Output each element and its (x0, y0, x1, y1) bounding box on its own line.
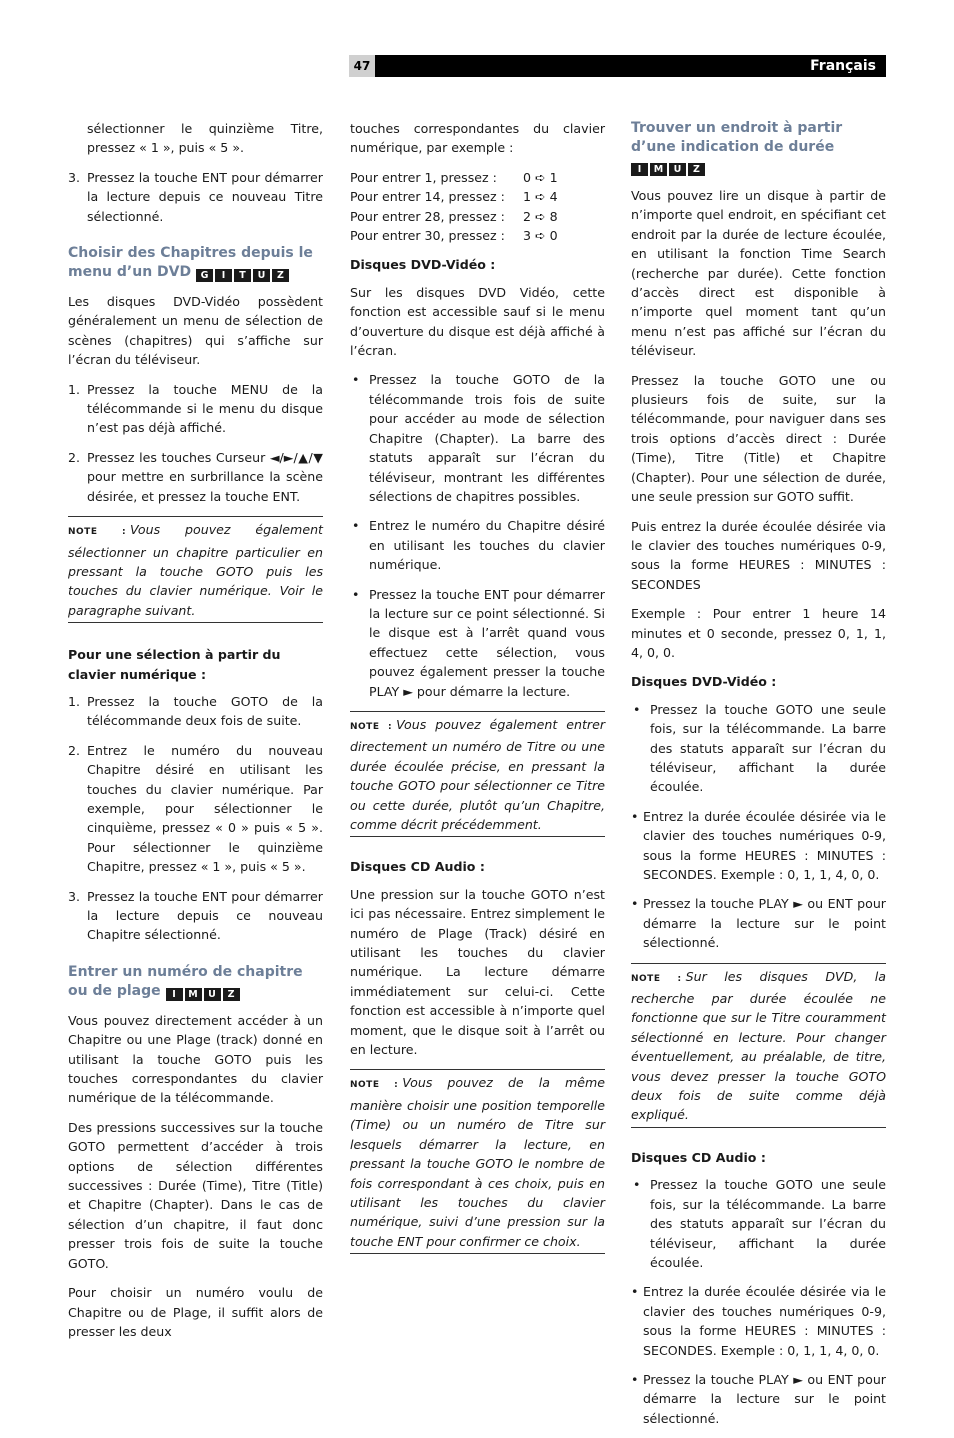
table-row: Pour entrer 14, pressez : 1 ➪ 4 (350, 189, 558, 205)
list-item: • Entrez le numéro du Chapitre désiré en utilisant les touches du clavier numérique. (352, 518, 605, 573)
paragraph: Pressez la touche GOTO une ou plusieurs fois de suite, sur la télécommande, pour naviguer dans ses trois options d’accès direct : Durée (Time), Titre (Title) et Chapitre (Chapter). Pour une sélection de durée, une seule pression sur GOTO suffit. (631, 372, 886, 505)
subheading-cd: Disques CD Audio : (350, 859, 485, 875)
list-item: 3. Pressez la touche ENT pour démarrer la lecture depuis ce nouveau Chapitre sélectionné. (68, 888, 323, 943)
list-item: 1. Pressez la touche MENU de la télécommande si le menu du disque n’est pas déjà affiché. (68, 381, 323, 436)
table-row: Pour entrer 28, pressez : 2 ➪ 8 (350, 208, 558, 224)
key-table (350, 168, 605, 246)
header-bar (349, 55, 886, 77)
note-box: NOTE : Vous pouvez de la même manière choisir une position temporelle (Time) ou un numéro de Titre sur lesquels démarrer la lecture, en pressant la touche GOTO le nombre de fois correspondant à ces choix, puis en utilisant les touches du clavier numérique, suivi d’une pression sur la touche ENT pour confirmer ce choix. (350, 1069, 605, 1254)
note-box: NOTE : Vous pouvez également entrer directement un numéro de Titre ou une durée écoulée précise, en pressant la touche GOTO pour sélectionner ce Titre ou cette durée, plutôt qu’un Chapitre, comme décrit précédemment. (350, 711, 605, 837)
note-box: NOTE : Vous pouvez également sélectionner un chapitre particulier en pressant la touche GOTO puis les touches du clavier numérique. Voir le paragraphe suivant. (68, 516, 323, 623)
paragraph: Les disques DVD-Vidéo possèdent généralement un menu de sélection de scènes (chapitres) qui s’affiche sur l’écran du téléviseur. (68, 294, 323, 368)
list-item: • Entrez la durée écoulée désirée via le clavier des touches numériques 0-9, sous la forme HEURES : MINUTES : SECONDES. Exemple : 0, 1, 1, 4, 0, 0. (631, 808, 886, 882)
list-item: • Pressez la touche ENT pour démarrer la lecture sur ce point sélectionné. Si le disque est à l’arrêt quand vous effectuez cette sélection, vous pouvez également presser la touche PLAY ► pour démarre la lecture. (352, 586, 605, 699)
column-1 (68, 119, 323, 1351)
paragraph: Vous pouvez directement accéder à un Chapitre ou une Plage (track) donné en utilisant la touche GOTO puis les touches correspondantes du clavier numérique de la télécommande. (68, 1012, 323, 1106)
disc-badges: I M U Z (631, 159, 707, 178)
table-row: Pour entrer 1, pressez : 0 ➪ 1 (350, 169, 558, 185)
list-item: • Pressez la touche GOTO une seule fois, sur la télécommande. La barre des statuts apparaît sur l’écran du téléviseur, affichant la durée écoulée. (633, 1177, 886, 1270)
paragraph: Sur les disques DVD Vidéo, cette fonction est accessible sauf si le menu d’ouverture du disque est déjà affiché à l’écran. (350, 284, 605, 359)
subheading-cd: Disques CD Audio : (631, 1149, 766, 1165)
list-item: • Pressez la touche PLAY ► ou ENT pour démarre la lecture sur le point sélectionné. (631, 1371, 886, 1426)
column-2 (350, 119, 605, 1268)
paragraph: touches correspondantes du clavier numérique, par exemple : (350, 121, 605, 156)
list-item: 1. Pressez la touche GOTO de la télécommande deux fois de suite. (68, 693, 323, 729)
paragraph: sélectionner le quinzième Titre, pressez « 1 », puis « 5 ». (87, 121, 323, 156)
section-heading-chapitres: Choisir des Chapitres depuis le menu d’un DVD G I T U Z (68, 244, 323, 284)
list-item: • Pressez la touche GOTO une seule fois, sur la télécommande. La barre des statuts apparaît sur l’écran du téléviseur, affichant la durée écoulée. (633, 701, 886, 795)
disc-badges: G I T U Z (196, 265, 291, 284)
paragraph: Des pressions successives sur la touche GOTO permettent d’accéder à trois options de sélection différentes successives : Durée (Time), Titre (Title) et Chapitre (Chapter). Dans le cas de sélection d’un chapitre, il faut donc presser trois fois de suite la touche GOTO. (68, 1119, 323, 1271)
language-label: Français (810, 58, 876, 74)
list-item: • Pressez la touche GOTO de la télécommande trois fois de suite pour accéder au mode de sélection Chapitre (Chapter). La barre des statuts apparaît sur l’écran du téléviseur, montrant les différentes sélections de chapitres possibles. (352, 372, 605, 504)
subheading-dvd: Disques DVD-Vidéo : (350, 257, 496, 273)
section-heading-entrer: Entrer un numéro de chapitre ou de plage I M U Z (68, 963, 323, 1003)
paragraph: Pour choisir un numéro voulu de Chapitre ou de Plage, il suffit alors de presser les deux (68, 1285, 323, 1339)
section-heading-trouver: Trouver un endroit à partir d’une indication de durée I M U Z (631, 119, 886, 178)
column-3 (631, 119, 886, 1438)
paragraph: Vous pouvez lire un disque à partir de n’importe quel endroit, en spécifiant cet endroit par la durée de lecture écoulée, en utilisant la fonction Time Search (recherche par durée). Cette fonction d’accès direct est disponible à n’importe quel moment tant qu’un menu n’est pas affiché sur l’écran du téléviseur. (631, 188, 886, 359)
list-item: 2. Pressez les touches Curseur ◄/►/▲/▼ pour mettre en surbrillance la scène désirée, et pressez la touche ENT. (68, 449, 323, 504)
paragraph: Une pression sur la touche GOTO n’est ici pas nécessaire. Entrez simplement le numéro de Plage (Track) désiré en utilisant les touches du clavier numérique. La lecture démarre immédiatement sur celui-ci. Cette fonction est accessible à n’importe quel moment, que le disque soit à l’arrêt ou en lecture. (350, 886, 605, 1058)
list-item: • Entrez la durée écoulée désirée via le clavier des touches numériques 0-9, sous la forme HEURES : MINUTES : SECONDES. Exemple : 0, 1, 1, 4, 0, 0. (631, 1284, 886, 1358)
disc-badges: I M U Z (166, 984, 242, 1003)
list-item: 2. Entrez le numéro du nouveau Chapitre désiré en utilisant les touches du clavier numérique. Par exemple, pour sélectionner le cinquième, pressez « 0 » puis « 5 ». Pour sélectionner le quinzième Chapitre, pressez « 1 », puis « 5 ». (68, 742, 323, 875)
paragraph: Exemple : Pour entrer 1 heure 14 minutes et 0 seconde, pressez 0, 1, 1, 4, 0, 0. (631, 606, 886, 660)
list-item: • Pressez la touche PLAY ► ou ENT pour démarre la lecture sur le point sélectionné. (631, 896, 886, 951)
page-number: 47 (349, 55, 375, 77)
paragraph: Puis entrez la durée écoulée désirée via le clavier des touches numériques 0-9, sous la forme HEURES : MINUTES : SECONDES (631, 518, 886, 592)
note-box: NOTE : Sur les disques DVD, la recherche par durée écoulée ne fonctionne que sur le Titre couramment sélectionné en lecture. Pour changer éventuellement, au préalable, de titre, vous devez presser la touche GOTO deux fois de suite comme déjà expliqué. (631, 963, 886, 1128)
subheading-dvd: Disques DVD-Vidéo : (631, 674, 777, 690)
table-row: Pour entrer 30, pressez : 3 ➪ 0 (350, 228, 558, 244)
subheading-clavier: Pour une sélection à partir du clavier numérique : (68, 647, 281, 682)
list-item: 3. Pressez la touche ENT pour démarrer la lecture depuis ce nouveau Titre sélectionné. (68, 169, 323, 224)
